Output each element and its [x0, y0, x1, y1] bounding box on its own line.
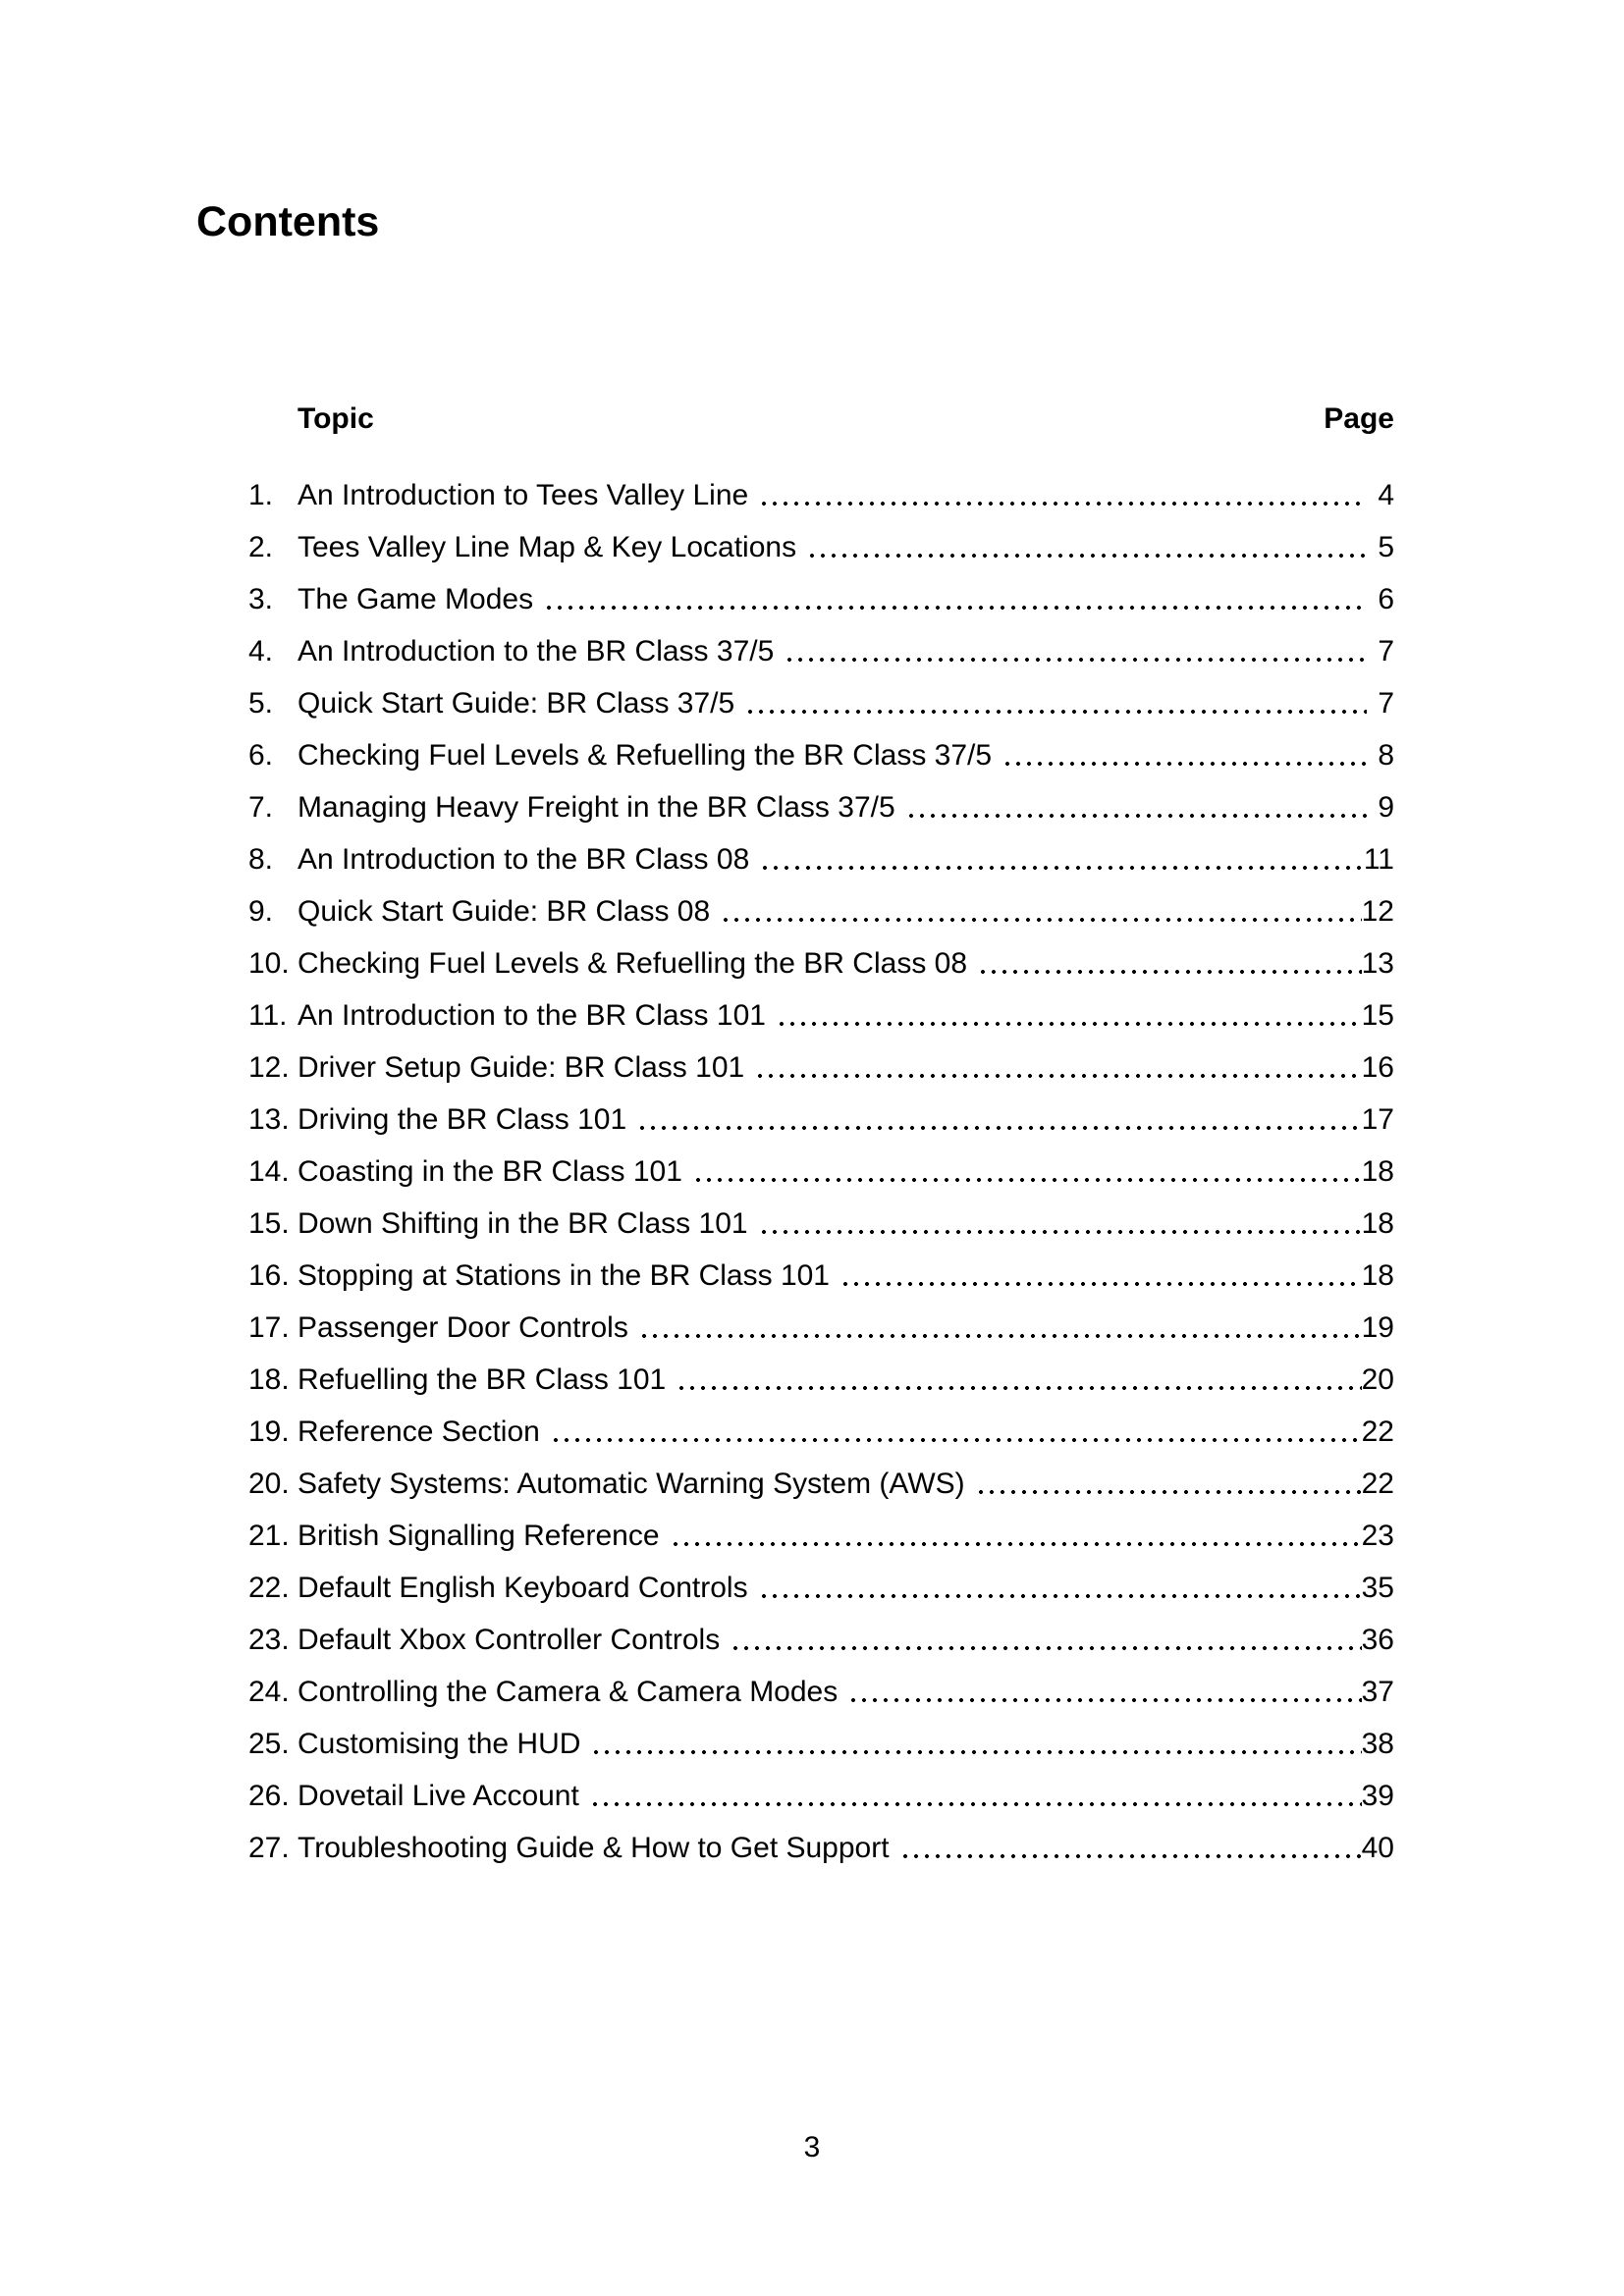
toc-entry [248, 1572, 1394, 1624]
toc-entry-label: An Introduction to the BR Class 37/5 [298, 635, 775, 667]
toc-entry-number: 4. [248, 635, 274, 667]
toc-leader-dots [1005, 762, 1367, 766]
toc-entry [248, 1728, 1394, 1780]
toc-leader-dots [903, 1854, 1362, 1858]
toc-entry [248, 1311, 1394, 1363]
toc-entry [248, 1780, 1394, 1832]
toc-entry-number: 26. [248, 1780, 290, 1812]
toc-entry-page: 4 [1378, 479, 1394, 511]
toc-entry-page: 18 [1361, 1155, 1394, 1188]
toc-entry [248, 895, 1394, 947]
toc-entry-number: 5. [248, 687, 274, 720]
toc-entry-label: Controlling the Camera & Camera Modes [298, 1676, 839, 1708]
toc-entry-label: Driver Setup Guide: BR Class 101 [298, 1051, 745, 1084]
toc-entry-label: Down Shifting in the BR Class 101 [298, 1207, 748, 1240]
toc-entry-page: 17 [1361, 1103, 1394, 1136]
toc-entry-label: Tees Valley Line Map & Key Locations [298, 531, 797, 563]
toc-entry-page: 18 [1361, 1207, 1394, 1240]
toc-entry-page: 18 [1361, 1259, 1394, 1292]
toc-entry-number: 16. [248, 1259, 290, 1292]
toc-leader-dots [640, 1126, 1361, 1130]
toc-entry-number: 1. [248, 479, 274, 511]
toc-entry-page: 39 [1361, 1780, 1394, 1812]
toc-entry-label: Customising the HUD [298, 1728, 581, 1760]
toc-entry-label: Driving the BR Class 101 [298, 1103, 627, 1136]
toc-entry-page: 9 [1378, 791, 1394, 824]
toc-entry [248, 635, 1394, 687]
toc-entry-label: Quick Start Guide: BR Class 37/5 [298, 687, 735, 720]
toc-entry-list [248, 479, 1394, 1884]
toc-entry-page: 37 [1361, 1676, 1394, 1708]
toc-leader-dots [787, 658, 1367, 662]
toc-entry-number: 7. [248, 791, 274, 824]
toc-entry-page: 36 [1361, 1624, 1394, 1656]
toc-entry-number: 10. [248, 947, 290, 980]
toc-leader-dots [547, 606, 1367, 610]
toc-entry-page: 5 [1378, 531, 1394, 563]
toc-leader-dots [593, 1802, 1362, 1806]
toc-entry-number: 22. [248, 1572, 290, 1604]
toc-entry-number: 2. [248, 531, 274, 563]
toc-entry-number: 25. [248, 1728, 290, 1760]
toc-leader-dots [981, 970, 1362, 974]
toc-column-header-page: Page [1324, 402, 1394, 435]
toc-header-row [248, 402, 1394, 435]
toc-entry [248, 687, 1394, 739]
toc-entry-page: 8 [1378, 739, 1394, 772]
toc-entry-number: 27. [248, 1832, 290, 1864]
toc-leader-dots [679, 1386, 1361, 1390]
toc-entry [248, 1624, 1394, 1676]
toc-entry-page: 35 [1361, 1572, 1394, 1604]
toc-entry [248, 531, 1394, 583]
toc-entry [248, 999, 1394, 1051]
toc-leader-dots [810, 554, 1367, 558]
toc-entry-label: Quick Start Guide: BR Class 08 [298, 895, 711, 928]
toc-entry-number: 12. [248, 1051, 290, 1084]
toc-leader-dots [642, 1334, 1362, 1338]
toc-entry [248, 1520, 1394, 1572]
toc-leader-dots [594, 1750, 1361, 1754]
toc-entry-number: 23. [248, 1624, 290, 1656]
toc-entry-label: Checking Fuel Levels & Refuelling the BR Class 08 [298, 947, 968, 980]
toc-entry-page: 15 [1361, 999, 1394, 1032]
toc-entry-page: 7 [1378, 687, 1394, 720]
toc-entry [248, 1468, 1394, 1520]
toc-leader-dots [724, 918, 1361, 922]
toc-entry-label: British Signalling Reference [298, 1520, 660, 1552]
toc-entry-page: 38 [1361, 1728, 1394, 1760]
toc-entry-number: 14. [248, 1155, 290, 1188]
toc-entry-number: 20. [248, 1468, 290, 1500]
toc-entry-number: 19. [248, 1415, 290, 1448]
toc-entry-label: Dovetail Live Account [298, 1780, 579, 1812]
toc-entry-page: 20 [1361, 1363, 1394, 1396]
toc-entry [248, 479, 1394, 531]
toc-entry [248, 791, 1394, 843]
toc-leader-dots [554, 1438, 1362, 1442]
toc-leader-dots [696, 1178, 1362, 1182]
toc-entry-label: An Introduction to the BR Class 101 [298, 999, 766, 1032]
toc-entry-page: 7 [1378, 635, 1394, 667]
toc-column-header-topic: Topic [298, 402, 374, 435]
toc-entry-page: 13 [1361, 947, 1394, 980]
toc-entry [248, 1155, 1394, 1207]
toc-entry [248, 1207, 1394, 1259]
toc-leader-dots [733, 1646, 1361, 1650]
toc-entry-label: Passenger Door Controls [298, 1311, 628, 1344]
toc-entry-label: Default English Keyboard Controls [298, 1572, 748, 1604]
toc-entry-number: 17. [248, 1311, 290, 1344]
toc-entry-page: 22 [1361, 1468, 1394, 1500]
toc-entry-page: 23 [1361, 1520, 1394, 1552]
toc-leader-dots [762, 1230, 1362, 1234]
toc-entry-number: 15. [248, 1207, 290, 1240]
toc-entry-page: 40 [1361, 1832, 1394, 1864]
toc-entry-number: 18. [248, 1363, 290, 1396]
toc-entry-label: An Introduction to Tees Valley Line [298, 479, 749, 511]
toc-entry-label: An Introduction to the BR Class 08 [298, 843, 750, 876]
toc-entry [248, 1051, 1394, 1103]
toc-entry-label: Safety Systems: Automatic Warning System (AWS) [298, 1468, 965, 1500]
toc-entry [248, 583, 1394, 635]
toc-entry [248, 1415, 1394, 1468]
toc-leader-dots [762, 502, 1367, 506]
toc-entry [248, 1103, 1394, 1155]
toc-entry-page: 16 [1361, 1051, 1394, 1084]
toc-entry-number: 6. [248, 739, 274, 772]
toc-entry-number: 11. [248, 999, 288, 1032]
toc-leader-dots [748, 710, 1367, 714]
toc-leader-dots [762, 1594, 1362, 1598]
toc-leader-dots [763, 866, 1364, 870]
toc-entry [248, 1676, 1394, 1728]
toc-entry-number: 13. [248, 1103, 290, 1136]
toc-entry [248, 1363, 1394, 1415]
toc-entry-label: Reference Section [298, 1415, 540, 1448]
toc-leader-dots [843, 1282, 1362, 1286]
toc-entry [248, 739, 1394, 791]
toc-entry-label: Troubleshooting Guide & How to Get Support [298, 1832, 890, 1864]
toc-leader-dots [674, 1542, 1362, 1546]
toc-entry-label: Refuelling the BR Class 101 [298, 1363, 667, 1396]
toc-entry-number: 3. [248, 583, 274, 615]
toc-entry-page: 19 [1361, 1311, 1394, 1344]
toc-leader-dots [758, 1074, 1361, 1078]
toc-entry [248, 947, 1394, 999]
table-of-contents [248, 402, 1394, 1884]
toc-entry-page: 11 [1363, 843, 1394, 876]
toc-entry [248, 843, 1394, 895]
toc-entry-label: Managing Heavy Freight in the BR Class 37/5 [298, 791, 895, 824]
toc-entry-label: Coasting in the BR Class 101 [298, 1155, 682, 1188]
toc-entry-number: 21. [248, 1520, 290, 1552]
toc-leader-dots [851, 1698, 1361, 1702]
toc-leader-dots [979, 1490, 1362, 1494]
toc-entry-number: 9. [248, 895, 274, 928]
toc-entry-label: Checking Fuel Levels & Refuelling the BR Class 37/5 [298, 739, 993, 772]
toc-entry-number: 8. [248, 843, 274, 876]
page-number-footer: 3 [803, 2131, 821, 2163]
toc-entry-number: 24. [248, 1676, 290, 1708]
toc-entry [248, 1832, 1394, 1884]
toc-entry [248, 1259, 1394, 1311]
toc-entry-label: The Game Modes [298, 583, 534, 615]
page-title: Contents [196, 198, 380, 245]
toc-entry-label: Default Xbox Controller Controls [298, 1624, 721, 1656]
toc-entry-label: Stopping at Stations in the BR Class 101 [298, 1259, 830, 1292]
toc-entry-page: 22 [1361, 1415, 1394, 1448]
toc-entry-page: 6 [1378, 583, 1394, 615]
toc-entry-page: 12 [1361, 895, 1394, 928]
toc-leader-dots [780, 1022, 1362, 1026]
toc-leader-dots [909, 814, 1367, 818]
